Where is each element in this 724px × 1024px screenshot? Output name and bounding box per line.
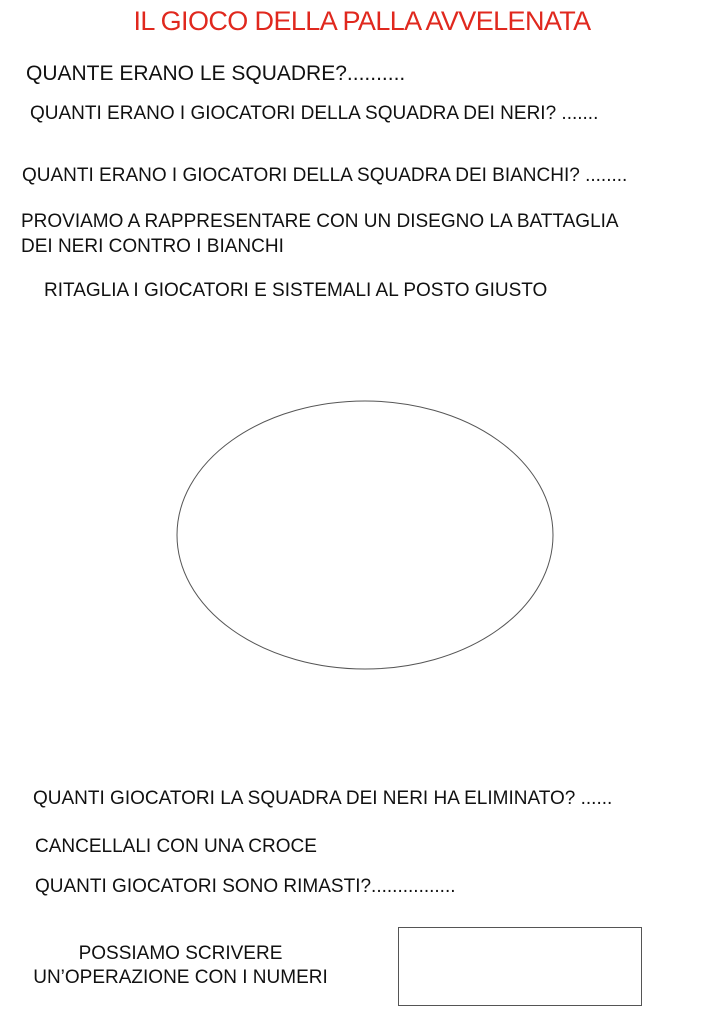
question-white-players: QUANTI ERANO I GIOCATORI DELLA SQUADRA DEI BIANCHI? ........	[22, 165, 628, 186]
cut-instruction: RITAGLIA I GIOCATORI E SISTEMALI AL POSTO GIUSTO	[44, 280, 548, 301]
page-title: IL GIOCO DELLA PALLA AVVELENATA	[133, 6, 591, 36]
operation-prompt-line2: UN’OPERAZIONE CON I NUMERI	[33, 967, 328, 988]
operation-prompt	[8, 942, 353, 990]
playing-field-outline	[177, 401, 553, 669]
question-remaining: QUANTI GIOCATORI SONO RIMASTI?................	[35, 876, 456, 897]
question-teams: QUANTE ERANO LE SQUADRE?..........	[26, 62, 406, 85]
drawing-instruction	[21, 209, 721, 259]
playing-field-oval	[176, 400, 556, 672]
drawing-instruction-line1: PROVIAMO A RAPPRESENTARE CON UN DISEGNO LA BATTAGLIA	[21, 211, 619, 232]
drawing-instruction-line2: DEI NERI CONTRO I BIANCHI	[21, 236, 284, 257]
operation-answer-box[interactable]	[398, 927, 642, 1006]
cross-out-instruction: CANCELLALI CON UNA CROCE	[35, 836, 317, 857]
question-black-players: QUANTI ERANO I GIOCATORI DELLA SQUADRA DEI NERI? .......	[30, 103, 599, 124]
question-eliminated: QUANTI GIOCATORI LA SQUADRA DEI NERI HA ELIMINATO? ......	[33, 788, 613, 809]
operation-prompt-line1: POSSIAMO SCRIVERE	[78, 943, 283, 964]
